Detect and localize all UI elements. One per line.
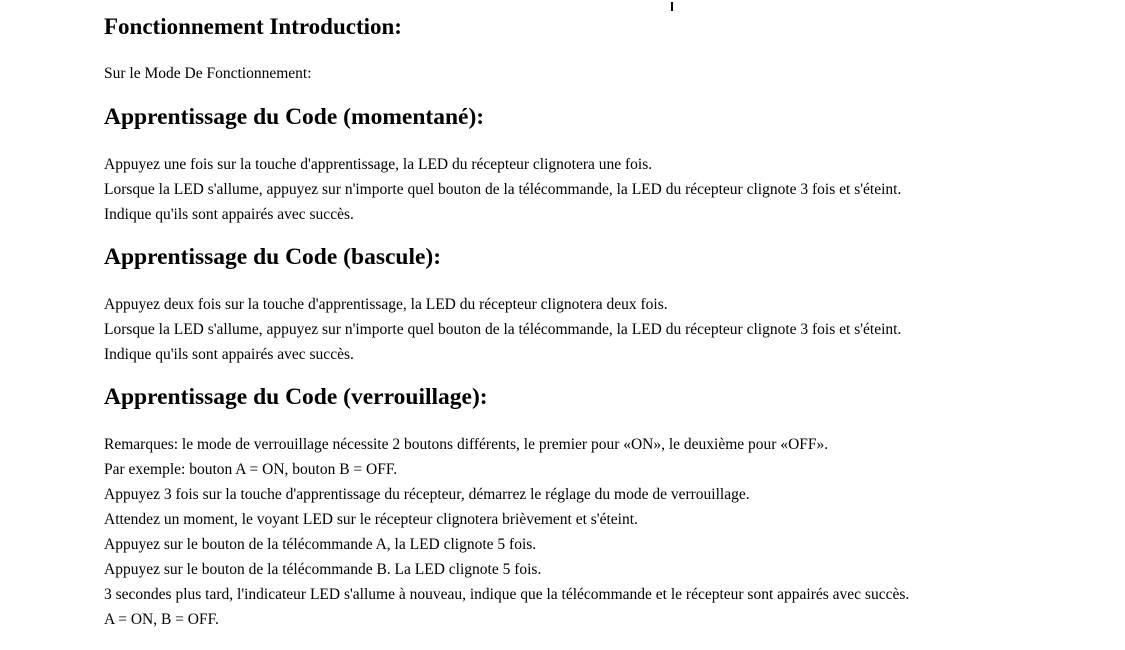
paragraph-line: Par exemple: bouton A = ON, bouton B = OFF. — [104, 461, 398, 478]
section-heading-latch: Apprentissage du Code (verrouillage): — [104, 384, 488, 410]
paragraph-line: 3 secondes plus tard, l'indicateur LED s'allume à nouveau, indique que la télécommande et le récepteur sont appairés avec succès. — [104, 586, 910, 603]
paragraph-line: Appuyez deux fois sur la touche d'apprentissage, la LED du récepteur clignotera deux fois. — [104, 296, 668, 313]
intro-text: Sur le Mode De Fonctionnement: — [104, 65, 312, 82]
section-body-momentary — [104, 152, 901, 227]
section-heading-toggle: Apprentissage du Code (bascule): — [104, 244, 442, 270]
section-heading-momentary: Apprentissage du Code (momentané): — [104, 104, 485, 130]
paragraph-line: Appuyez 3 fois sur la touche d'apprentissage du récepteur, démarrez le réglage du mode de verrouillage. — [104, 486, 750, 503]
paragraph-line: Indique qu'ils sont appairés avec succès. — [104, 346, 354, 363]
paragraph-line: Attendez un moment, le voyant LED sur le récepteur clignotera brièvement et s'éteint. — [104, 511, 638, 528]
text-cursor-mark — [671, 2, 673, 11]
paragraph-line: Remarques: le mode de verrouillage nécessite 2 boutons différents, le premier pour «ON», le deuxième pour «OFF». — [104, 436, 829, 453]
paragraph-line: Appuyez sur le bouton de la télécommande A, la LED clignote 5 fois. — [104, 536, 537, 553]
paragraph-line: Indique qu'ils sont appairés avec succès. — [104, 206, 354, 223]
paragraph-line: Appuyez sur le bouton de la télécommande B. La LED clignote 5 fois. — [104, 561, 542, 578]
paragraph-line: Lorsque la LED s'allume, appuyez sur n'importe quel bouton de la télécommande, la LED du récepteur clignote 3 fois et s'éteint. — [104, 181, 902, 198]
paragraph-line: Lorsque la LED s'allume, appuyez sur n'importe quel bouton de la télécommande, la LED du récepteur clignote 3 fois et s'éteint. — [104, 321, 902, 338]
section-body-toggle — [104, 292, 901, 367]
paragraph-line: Appuyez une fois sur la touche d'apprentissage, la LED du récepteur clignotera une fois. — [104, 156, 653, 173]
paragraph-line: A = ON, B = OFF. — [104, 611, 219, 628]
page-title: Fonctionnement Introduction: — [104, 14, 402, 39]
section-body-latch — [104, 432, 909, 632]
